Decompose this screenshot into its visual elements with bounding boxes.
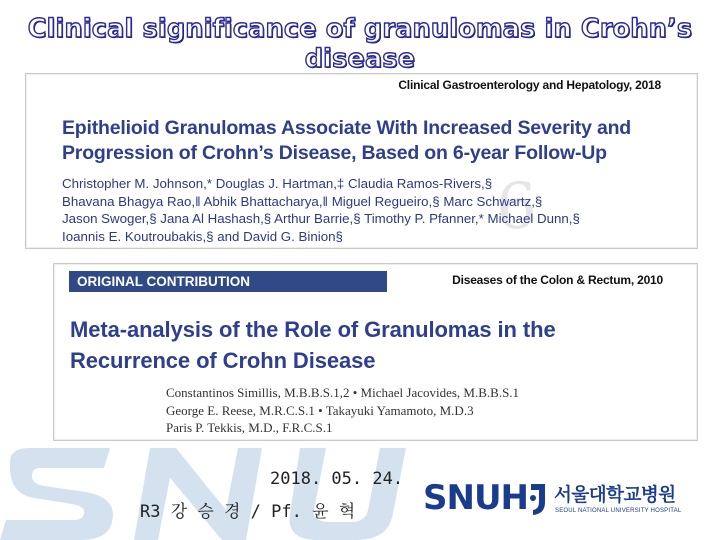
author-line: George E. Reese, M.R.C.S.1 • Takayuki Yamamoto, M.D.3 [166, 402, 474, 418]
author-line: Ioannis E. Koutroubakis,§ and David G. Binion§ [62, 228, 343, 244]
snuh-wordmark: SNUH [423, 478, 529, 518]
snuh-logo [423, 478, 713, 524]
snu-watermark [0, 440, 460, 540]
author-line: Constantinos Simillis, M.B.B.S.1,2 • Michael Jacovides, M.B.B.S.1 [166, 385, 520, 400]
paper-title-line: Epithelioid Granulomas Associate With Increased Severity and [62, 117, 632, 139]
author-line: Christopher M. Johnson,* Douglas J. Hartman,‡ Claudia Ramos-Rivers,§ [62, 176, 493, 191]
author-line: Jason Swoger,§ Jana Al Hashash,§ Arthur Barrie,§ Timothy P. Pfanner,* Michael Dunn,§ [62, 211, 580, 226]
journal-citation: Clinical Gastroenterology and Hepatology, 2018 [398, 78, 661, 92]
journal-citation: Diseases of the Colon & Rectum, 2010 [452, 273, 663, 287]
slide-title: Clinical significance of granulomas in Crohn’s disease [27, 14, 693, 74]
paper-title-line: Progression of Crohn’s Disease, Based on 6-year Follow-Up [62, 142, 607, 164]
author-list [166, 384, 686, 437]
presentation-date: 2018. 05. 24. [270, 469, 404, 489]
hospital-korean-name: 서울대학교병원 [554, 485, 676, 506]
six-year-watermark: 6 [496, 170, 537, 244]
hospital-english-name: SEOUL NATIONAL UNIVERSITY HOSPITAL [555, 508, 682, 514]
paper-title [62, 116, 631, 166]
paper-title-line: Recurrence of Crohn Disease [70, 348, 376, 373]
author-line: Paris P. Tekkis, M.D., F.R.C.S.1 [166, 420, 333, 435]
paper-title [70, 314, 556, 376]
presenter-line: R3 강 승 경 / Pf. 윤 혁 [140, 502, 356, 522]
paper-card-dcr-2010 [53, 263, 698, 441]
snuh-emblem-icon [527, 482, 549, 516]
author-line: Bhavana Bhagya Rao,‖ Abhik Bhattacharya,‖ Miguel Regueiro,§ Marc Schwartz,§ [62, 193, 543, 209]
paper-card-cgh-2018 [25, 73, 698, 249]
paper-title-line: Meta-analysis of the Role of Granulomas in the [70, 317, 556, 342]
original-contribution-banner: ORIGINAL CONTRIBUTION [69, 271, 387, 292]
author-list [62, 175, 682, 245]
